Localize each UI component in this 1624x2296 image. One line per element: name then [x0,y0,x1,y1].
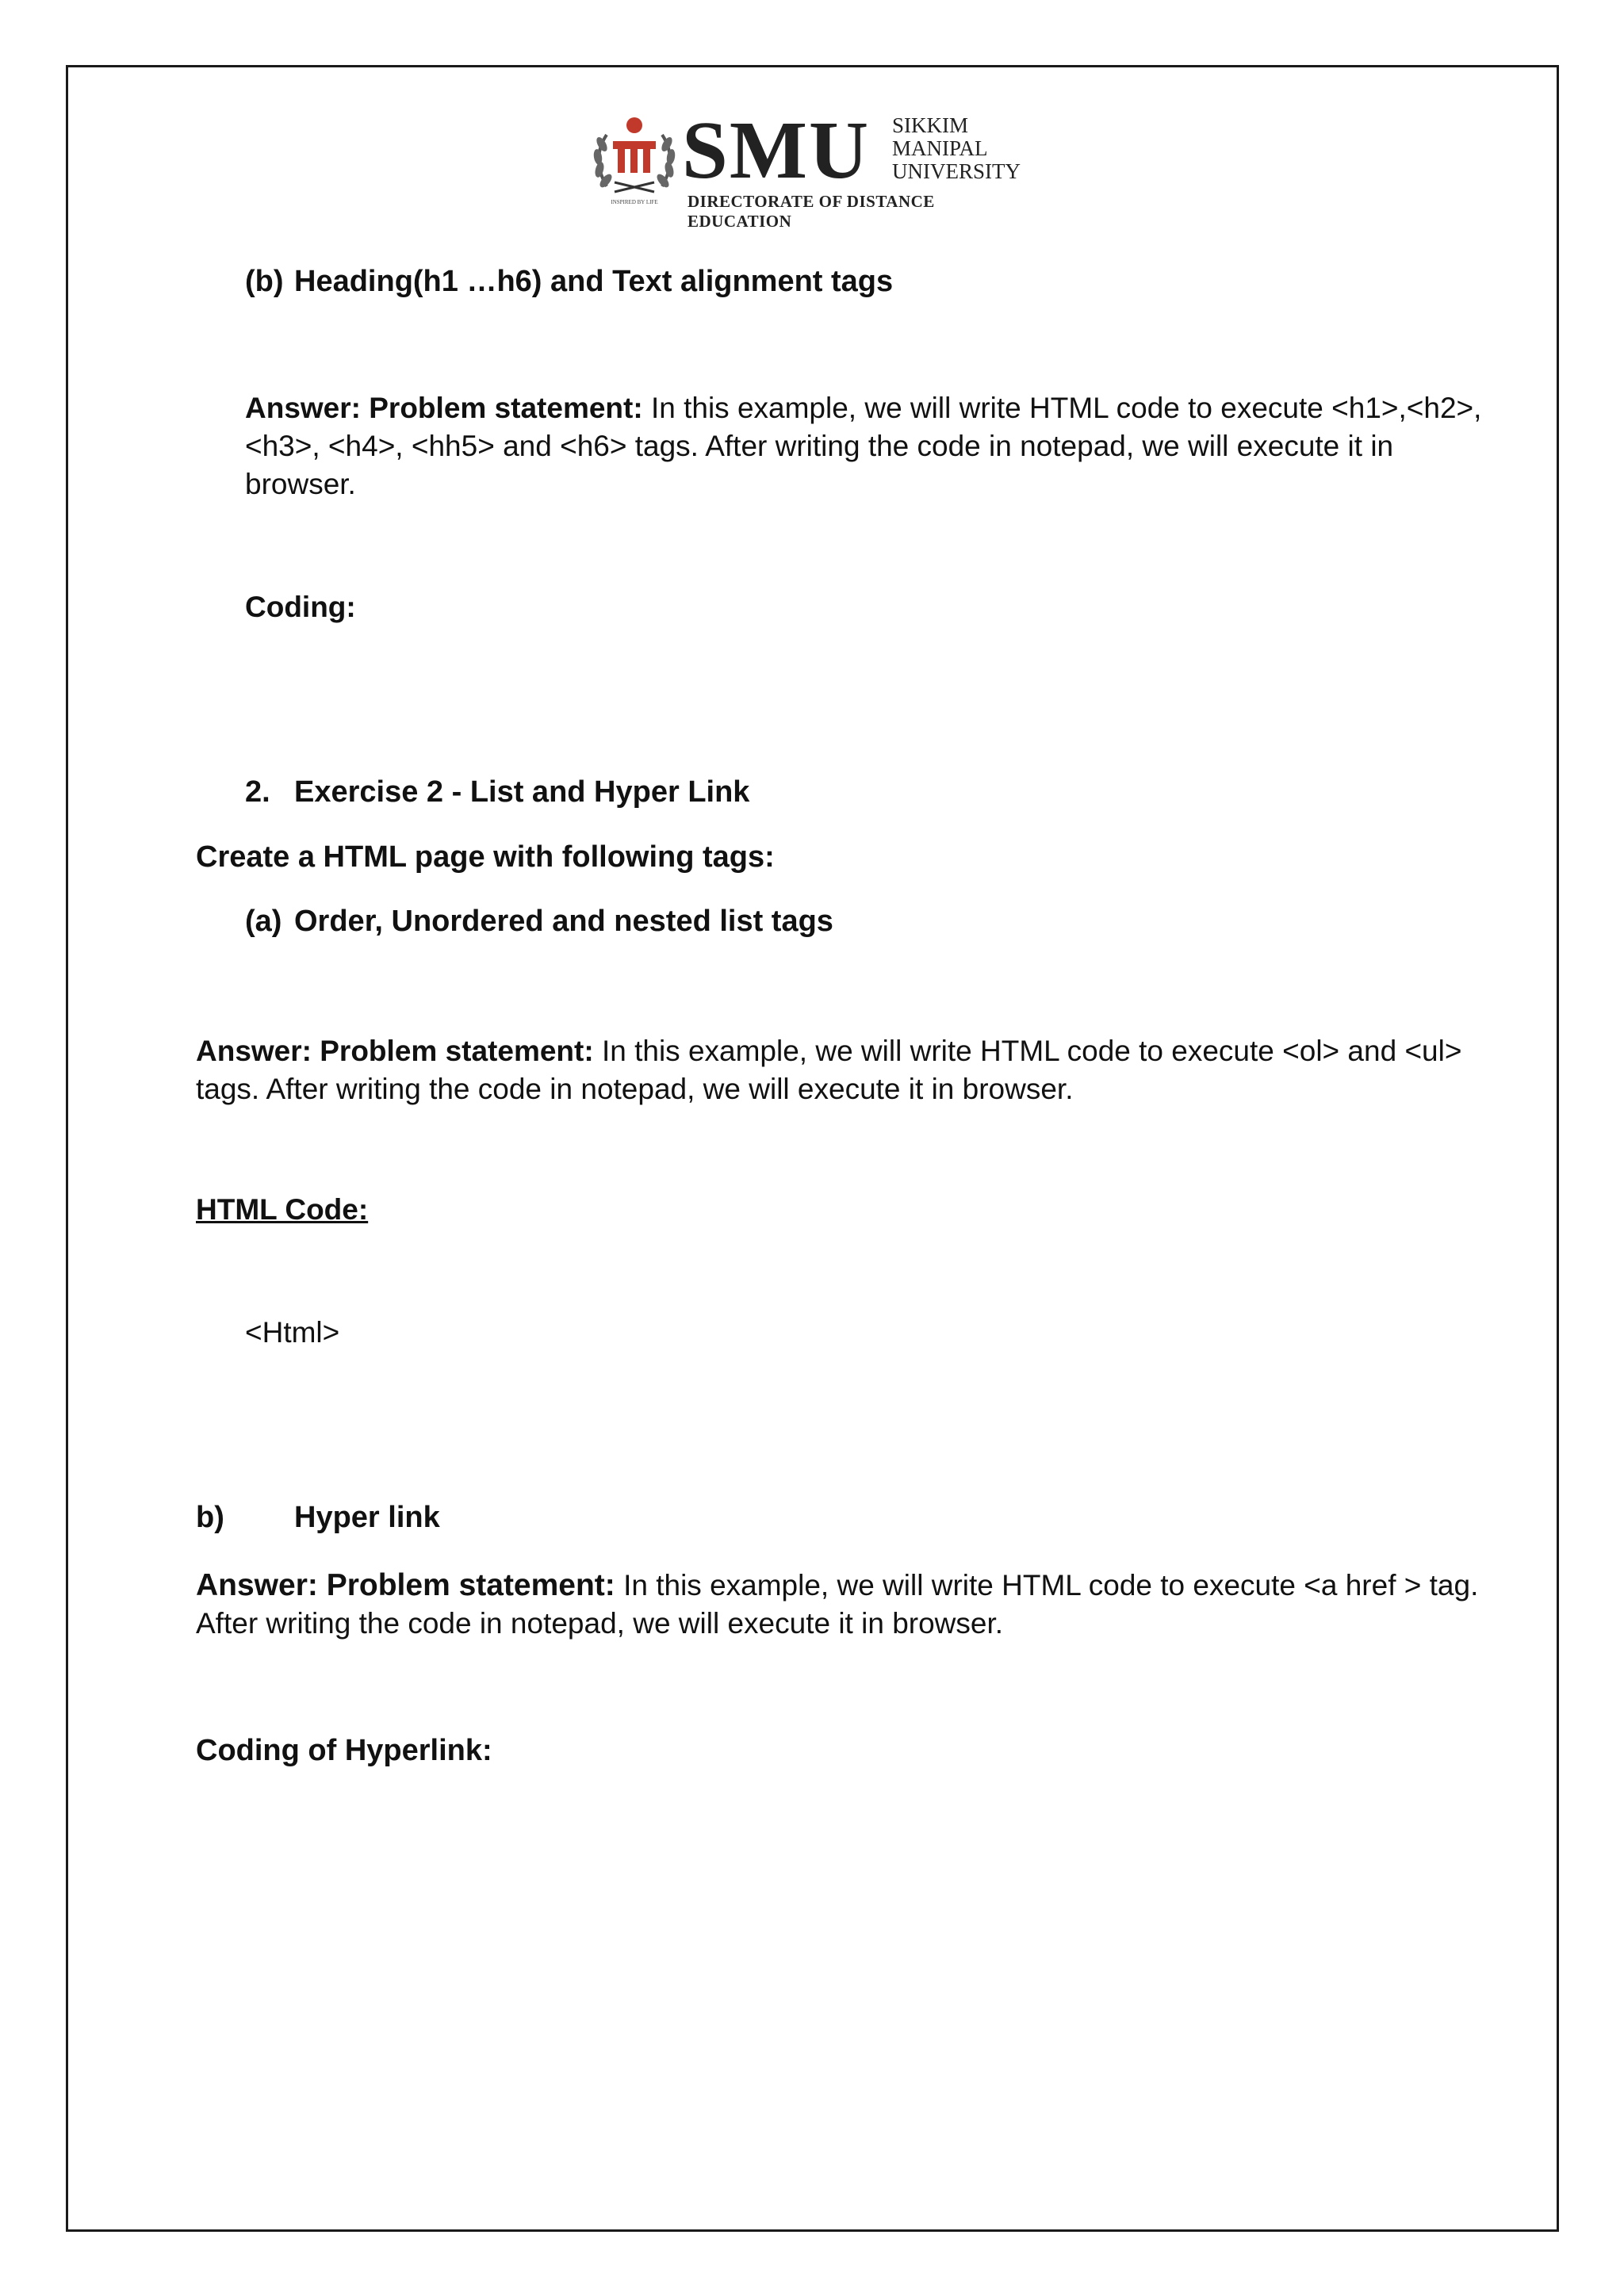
section-a-title: Order, Unordered and nested list tags [294,905,833,938]
answer-1-prefix: Answer: Problem statement: [245,392,643,424]
answer-1-line3: browser. [245,468,356,500]
logo-university-name [892,114,1021,183]
university-emblem-icon [583,103,686,206]
answer-2 [196,1032,1496,1108]
logo-name-line1: SIKKIM [892,113,969,137]
logo-tagline: DIRECTORATE OF DISTANCE EDUCATION [688,192,935,231]
exercise-2-title: Exercise 2 - List and Hyper Link [294,775,750,809]
answer-3-line2: After writing the code in notepad, we will execute it in browser. [196,1607,1004,1640]
section-b-label: (b) [245,265,284,298]
section-a-heading [245,905,833,939]
hyperlink-label: b) [196,1501,224,1534]
answer-1-line1: In this example, we will write HTML code to execute <h1>,<h2>, [642,392,1482,424]
answer-3-line1: In this example, we will write HTML code to execute <a href > tag. [615,1569,1479,1601]
answer-2-line2: tags. After writing the code in notepad, we will execute it in browser. [196,1073,1074,1105]
answer-1 [245,389,1545,503]
emblem-motto: INSPIRED BY LIFE [611,199,658,205]
logo-acronym: SMU [682,105,871,196]
create-page-heading: Create a HTML page with following tags: [196,840,775,874]
smu-logo [583,103,1043,231]
html-code-label: HTML Code: [196,1193,369,1226]
section-b-heading [245,265,893,299]
coding-label: Coding: [245,591,356,623]
html-tag-code: <Html> [245,1316,340,1349]
answer-3 [196,1567,1544,1643]
coding-hyperlink-label: Coding of Hyperlink: [196,1734,492,1767]
hyperlink-heading [196,1501,440,1535]
exercise-2-number: 2. [245,775,270,809]
answer-3-prefix: Answer: Problem statement: [196,1568,615,1602]
section-b-title: Heading(h1 …h6) and Text alignment tags [294,265,894,298]
exercise-2-heading [245,775,749,809]
logo-name-line2: MANIPAL [892,136,988,160]
logo-name-line3: UNIVERSITY [892,159,1021,183]
answer-2-line1: In this example, we will write HTML code to execute <ol> and <ul> [593,1035,1462,1067]
section-a-label: (a) [245,905,282,938]
answer-2-prefix: Answer: Problem statement: [196,1035,594,1067]
hyperlink-title: Hyper link [294,1501,440,1534]
answer-1-line2: <h3>, <h4>, <hh5> and <h6> tags. After writing the code in notepad, we will execute it in [245,430,1394,462]
